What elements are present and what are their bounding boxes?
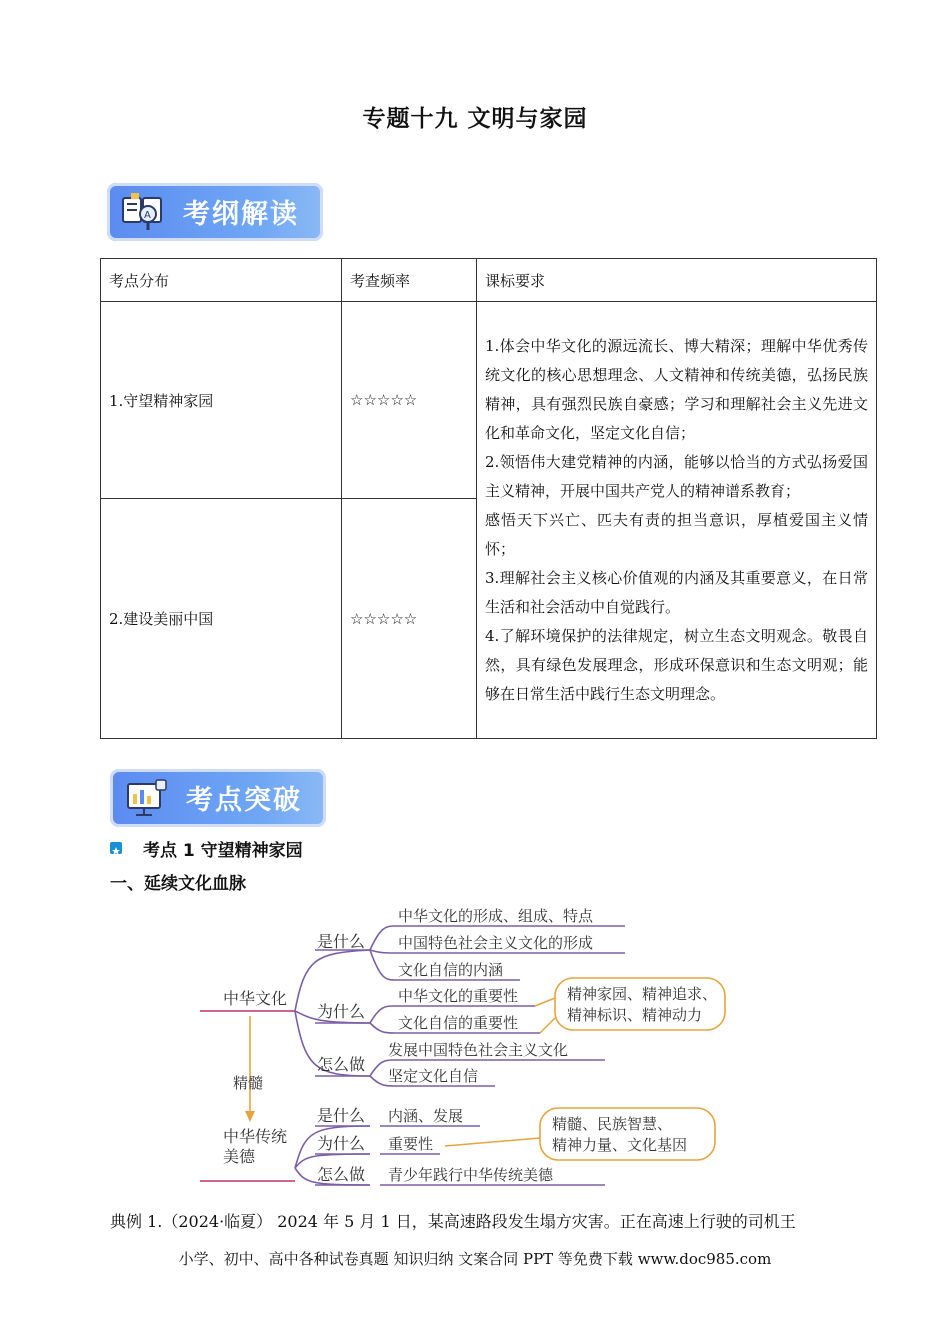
table-header: 考查频率 <box>342 259 477 302</box>
page-title: 专题十九 文明与家园 <box>362 106 588 132</box>
mind-root: 中华文化 <box>223 989 288 1008</box>
mind-leaf: 文化自信的内涵 <box>398 961 504 979</box>
bubble-text: 精神标识、精神动力 <box>567 1006 703 1024</box>
mind-map <box>195 898 755 1193</box>
example-text: 典例 1.（2024·临夏） 2024 年 5 月 1 日，某高速路段发生塌方灾害。正在高速上行驶的司机王 <box>110 1212 796 1231</box>
banner-kaogang <box>107 183 323 241</box>
book-search-icon <box>121 192 165 232</box>
banner-label: 考点突破 <box>186 785 302 816</box>
mind-branch: 为什么 <box>317 1002 366 1021</box>
banner-kaodian <box>110 769 326 827</box>
mind-leaf: 中华文化的形成、组成、特点 <box>398 907 594 925</box>
mind-branch: 是什么 <box>317 932 366 951</box>
banner-label: 考纲解读 <box>183 199 299 230</box>
mind-leaf: 坚定文化自信 <box>388 1067 479 1085</box>
table-header: 考点分布 <box>101 259 342 302</box>
star-marker-icon <box>110 842 122 854</box>
table-cell-frequency: ☆☆☆☆☆ <box>342 499 477 739</box>
link-label: 精髓 <box>233 1074 264 1092</box>
bubble-connector <box>445 1138 540 1146</box>
mind-leaf: 中华文化的重要性 <box>398 987 519 1005</box>
requirement-text: 3.理解社会主义核心价值观的内涵及其重要意义，在日常生活和社会活动中自觉践行。 <box>485 568 868 616</box>
bubble-text: 精神力量、文化基因 <box>552 1136 688 1154</box>
mind-leaf: 内涵、发展 <box>388 1107 464 1125</box>
mind-branch: 为什么 <box>317 1134 366 1153</box>
mind-leaf: 青少年践行中华传统美德 <box>388 1166 554 1184</box>
footer-text: 小学、初中、高中各种试卷真题 知识归纳 文案合同 PPT 等免费下载 www.doc985.com <box>178 1250 772 1268</box>
requirement-text: 感悟天下兴亡、匹夫有责的担当意识，厚植爱国主义情怀； <box>485 510 868 558</box>
mind-branch: 怎么做 <box>317 1165 366 1184</box>
requirement-text: 2.领悟伟大建党精神的内涵，能够以恰当的方式弘扬爱国主义精神，开展中国共产党人的精神谱系教育； <box>485 452 868 500</box>
table-cell-topic: 2.建设美丽中国 <box>101 499 342 739</box>
table-cell-topic: 1.守望精神家园 <box>101 302 342 499</box>
svg-text:A: A <box>144 210 151 221</box>
table-header: 课标要求 <box>477 259 877 302</box>
mind-root: 美德 <box>223 1147 256 1166</box>
mind-leaf: 中国特色社会主义文化的形成 <box>398 934 594 952</box>
mind-root: 中华传统 <box>223 1127 288 1146</box>
requirement-text: 1.体会中华文化的源远流长、博大精深；理解中华优秀传统文化的核心思想理念、人文精神和传统美德，弘扬民族精神，具有强烈民族自豪感；学习和理解社会主义先进文化和革命文化，坚定文化自信； <box>485 336 868 442</box>
bubble-text: 精髓、民族智慧、 <box>552 1115 673 1133</box>
table-cell-frequency: ☆☆☆☆☆ <box>342 302 477 499</box>
mind-leaf: 发展中国特色社会主义文化 <box>388 1041 569 1059</box>
bubble-connector <box>535 998 555 1033</box>
kaodian-heading: 考点 1 守望精神家园 <box>143 841 303 861</box>
mind-branch: 怎么做 <box>317 1055 366 1074</box>
mind-leaf: 文化自信的重要性 <box>398 1014 519 1032</box>
mind-leaf: 重要性 <box>388 1135 434 1153</box>
mind-branch: 是什么 <box>317 1106 366 1125</box>
requirement-text: 4.了解环境保护的法律规定，树立生态文明观念。敬畏自然，具有绿色发展理念，形成环保意识和生态文明观；能够在日常生活中践行生态文明理念。 <box>485 626 868 703</box>
outline-table <box>100 258 877 739</box>
monitor-chart-icon <box>124 778 168 818</box>
table-cell-requirements <box>477 302 877 739</box>
arrow-icon <box>245 1111 255 1122</box>
section-heading: 一、延续文化血脉 <box>110 874 246 894</box>
bubble-text: 精神家园、精神追求、 <box>567 985 718 1003</box>
